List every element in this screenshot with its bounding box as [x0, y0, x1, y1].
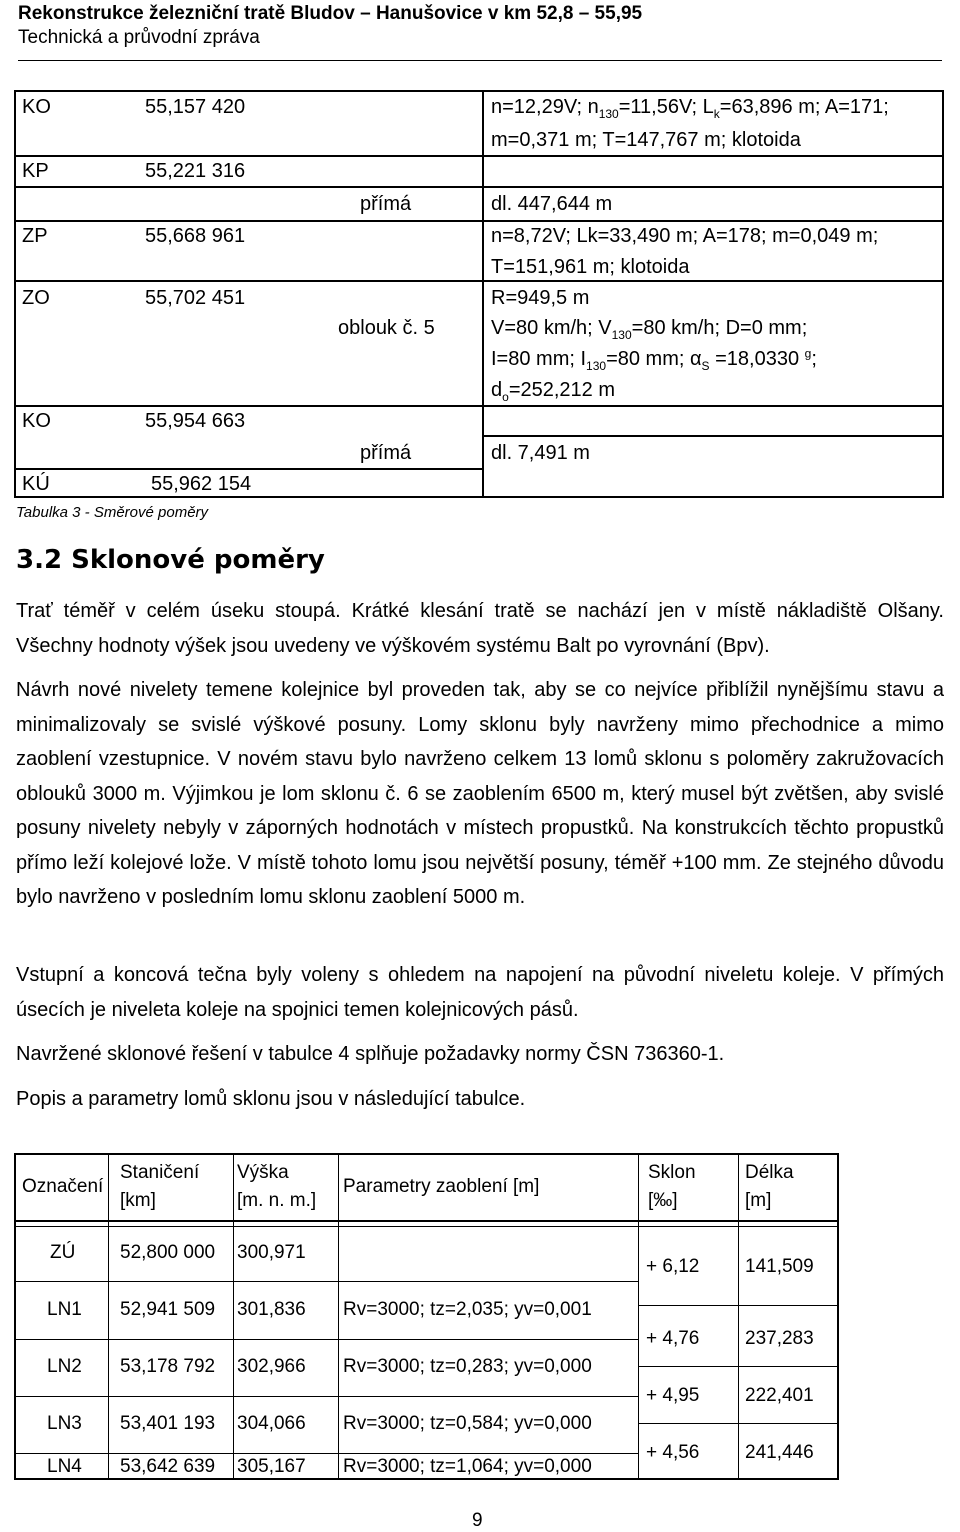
row-km: 55,954 663 [145, 410, 246, 432]
table-cell-chainage: 53,178 792 [120, 1356, 216, 1377]
header-gradient: Sklon [648, 1162, 696, 1183]
header-designation: Označení [22, 1176, 104, 1197]
row-code: KO [22, 410, 51, 432]
header-divider [18, 60, 942, 61]
table-cell-gradient: + 4,56 [646, 1442, 700, 1463]
paragraph: Trať téměř v celém úseku stoupá. Krátké klesání tratě se nachází jen v místě nákladiště Olšany. Všechny hodnoty výšek jsou uvedeny ve výškovém systému Balt po vyrovnání (Bpv). [16, 600, 944, 657]
paragraph: Popis a parametry lomů sklonu jsou v následující tabulce. [16, 1088, 526, 1110]
param-speed: V=80 km/h; $V_{130}=80$ km/h; D=0 mm; [491, 317, 808, 342]
table-cell-designation: ZÚ [50, 1242, 76, 1263]
document-title: Rekonstrukce železniční tratě Bludov – Hanušovice v km 52,8 – 55,95 [18, 3, 643, 24]
table-cell-length: 237,283 [745, 1328, 814, 1349]
table-cell-designation: LN4 [47, 1456, 82, 1477]
element-curve: oblouk č. 5 [338, 317, 435, 339]
row-km: 55,702 451 [145, 287, 246, 309]
element-straight: přímá [360, 193, 412, 215]
table-cell-chainage: 53,642 639 [120, 1456, 216, 1477]
header-chainage: Staničení [120, 1162, 200, 1183]
param-curve-length: $d_o=252,212$ m [491, 379, 616, 404]
table-cell-height: 304,066 [237, 1413, 306, 1434]
row-km: 55,668 961 [145, 225, 246, 247]
table-cell-params: Rv=3000; tz=0,584; yv=0,000 [343, 1413, 592, 1434]
table-cell-chainage: 53,401 193 [120, 1413, 216, 1434]
table-cell-length: 241,446 [745, 1442, 814, 1463]
table-cell-gradient: + 6,12 [646, 1256, 700, 1277]
header-length-unit: [m] [745, 1190, 772, 1211]
table-cell-gradient: + 4,76 [646, 1328, 700, 1349]
table-cell-designation: LN3 [47, 1413, 82, 1434]
table-cell-length: 141,509 [745, 1256, 814, 1277]
param-straight-length: dl. 7,491 m [491, 442, 590, 464]
document-header [18, 2, 642, 50]
row-km: 55,157 420 [145, 96, 246, 118]
table-cell-height: 302,966 [237, 1356, 306, 1377]
header-rounding-params: Parametry zaoblení [m] [343, 1176, 540, 1197]
section-heading: 3.2 Sklonové poměry [16, 545, 325, 575]
row-code: KO [22, 96, 51, 118]
table-cell-chainage: 52,941 509 [120, 1299, 216, 1320]
row-code: ZO [22, 287, 50, 309]
header-height: Výška [237, 1162, 289, 1183]
row-km: 55,221 316 [145, 160, 246, 182]
param-radius: R=949,5 m [491, 287, 590, 309]
paragraph: Návrh nové nivelety temene kolejnice byl proveden tak, aby se co nejvíce přiblížil nynějšímu stavu a minimalizovaly se svislé výškové posuny. Lomy sklonu byly navrženy mimo přechodnice a mimo zaoblení vzestupnice. V novém stavu bylo navrženo celkem 13 lomů sklonu s poloměry zakružovacích oblouků 3000 m. Výjimkou je lom sklonu č. 6 se zaoblením 6500 m, který musel být zvětšen, aby svislé posuny nivelety nebyly v záporných hodnotách v místech propustků. Na konstrukcích těchto propustků přímo leží kolejové lože. V místě tohoto lomu jsou největší posuny, téměř +100 mm. Ze stejného důvodu bylo navrženo v posledním lomu sklonu zaoblení 5000 m. [16, 679, 944, 908]
table-cell-height: 300,971 [237, 1242, 306, 1263]
param-transition-2b: T=151,961 m; klotoida [491, 256, 690, 278]
table-cell-gradient: + 4,95 [646, 1385, 700, 1406]
table-cell-length: 222,401 [745, 1385, 814, 1406]
header-length: Délka [745, 1162, 794, 1183]
param-transition-1: n=12,29V; $n_{130}=11,56V$; $L_k=63,896$ m; A=171; [491, 96, 889, 121]
directional-table [14, 90, 944, 498]
row-km: 55,962 154 [151, 473, 252, 495]
param-transition-2: n=8,72V; Lk=33,490 m; A=178; m=0,049 m; [491, 225, 879, 247]
param-transition-1b: m=0,371 m; T=147,767 m; klotoida [491, 129, 801, 151]
element-straight: přímá [360, 442, 412, 464]
table-caption: Tabulka 3 - Směrové poměry [16, 504, 209, 521]
page-number: 9 [472, 1510, 483, 1531]
param-straight-length: dl. 447,644 m [491, 193, 613, 215]
header-gradient-unit: [‰] [648, 1190, 678, 1211]
table-cell-params: Rv=3000; tz=1,064; yv=0,000 [343, 1456, 592, 1477]
row-code: ZP [22, 225, 48, 247]
row-code: KÚ [22, 473, 50, 495]
header-chainage-unit: [km] [120, 1190, 156, 1211]
paragraph: Vstupní a koncová tečna byly voleny s ohledem na napojení na původní niveletu koleje. V přímých úsecích je niveleta koleje na spojnici temen kolejnicových pásů. [16, 964, 944, 1021]
paragraph: Navržené sklonové řešení v tabulce 4 splňuje požadavky normy ČSN 736360-1. [16, 1043, 725, 1065]
table-cell-designation: LN2 [47, 1356, 82, 1377]
param-cant: I=80 mm; $I_{130}=80$ mm; $\alpha_S =18,0330$ $^g$; [491, 346, 817, 373]
table-cell-params: Rv=3000; tz=2,035; yv=0,001 [343, 1299, 592, 1320]
gradient-table [14, 1153, 839, 1480]
header-height-unit: [m. n. m.] [237, 1190, 317, 1211]
document-subtitle: Technická a průvodní zpráva [18, 27, 260, 48]
table-cell-height: 301,836 [237, 1299, 306, 1320]
table-cell-chainage: 52,800 000 [120, 1242, 216, 1263]
row-code: KP [22, 160, 49, 182]
table-cell-designation: LN1 [47, 1299, 82, 1320]
table-cell-height: 305,167 [237, 1456, 306, 1477]
table-cell-params: Rv=3000; tz=0,283; yv=0,000 [343, 1356, 592, 1377]
